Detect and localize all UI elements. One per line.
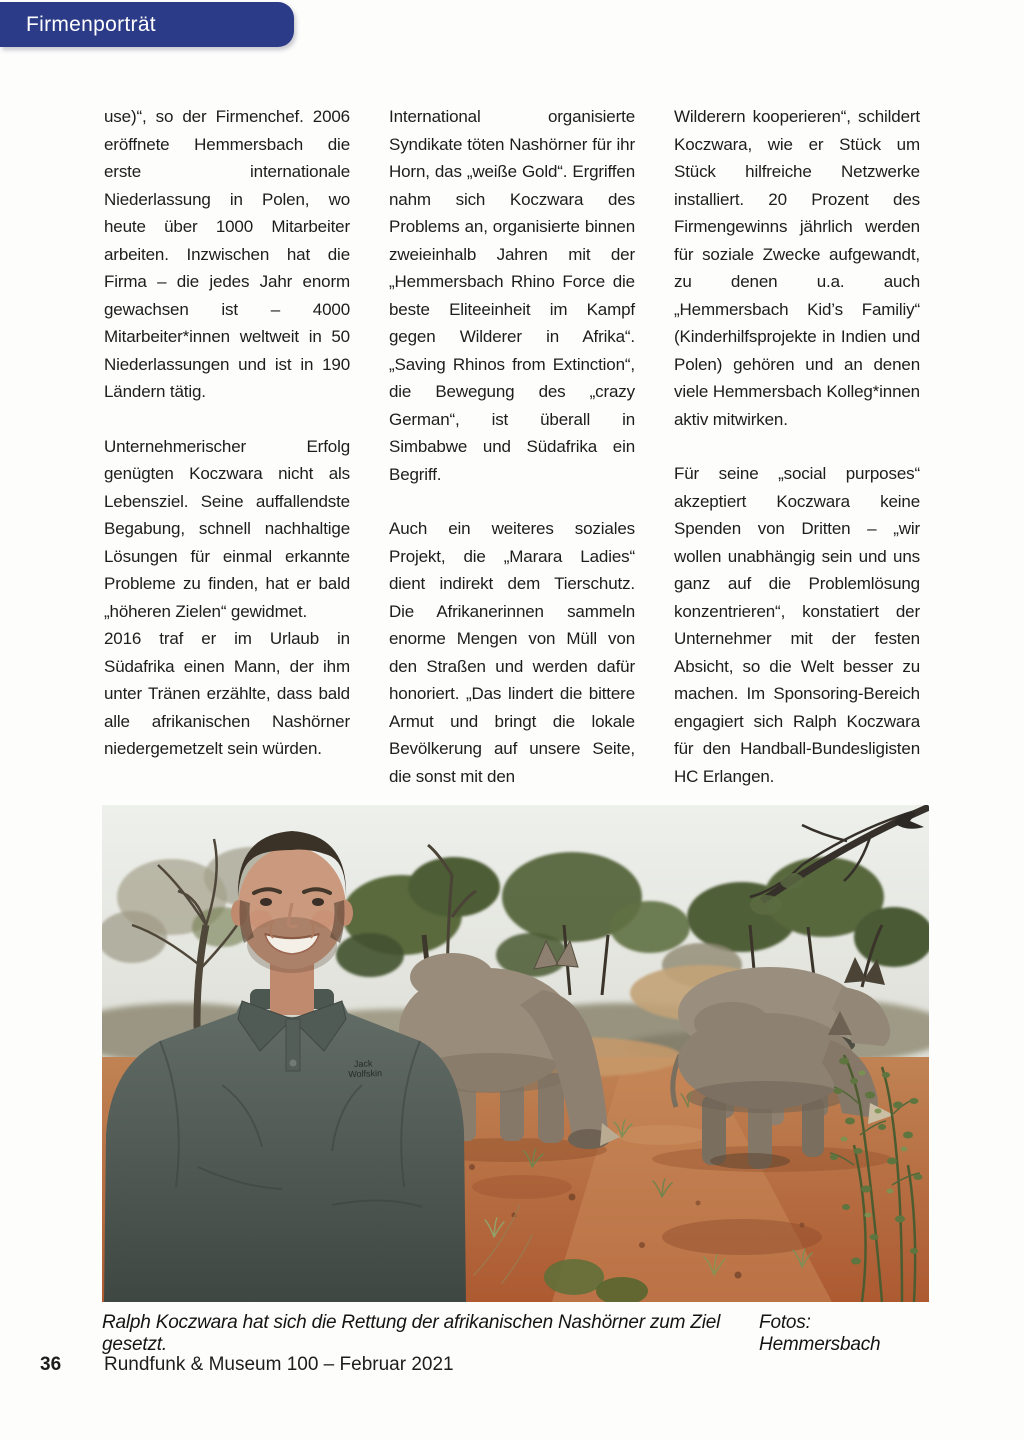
article-column-2 <box>389 103 635 803</box>
photo-caption-row <box>102 1312 929 1356</box>
article-body <box>104 103 920 803</box>
paragraph: Unternehmerischer Erfolg genügten Koczwara nicht als Lebensziel. Seine auffallendste Begabung, schnell nachhaltige Lösungen für einmal erkannte Probleme zu finden, hat er bald „höheren Zielen“ gewidmet. <box>104 436 350 621</box>
article-column-3 <box>674 103 920 803</box>
footer-issue: Rundfunk & Museum 100 – Februar 2021 <box>104 1354 454 1375</box>
paragraph: 2016 traf er im Urlaub in Südafrika einen Mann, der ihm unter Tränen erzählte, dass bald alle afrikanischen Nashörner niedergemetzelt sein würden. <box>104 629 350 758</box>
section-tab <box>0 2 294 47</box>
article-photo <box>102 805 929 1302</box>
shirt-logo: Jack Wolfskin <box>348 1058 383 1080</box>
paragraph: Für seine „social purposes“ akzeptiert Koczwara keine Spenden von Dritten – „wir wollen unabhängig sein und uns ganz auf die Problemlösung konzentrieren“, konstatiert der Unternehmer mit der festen Absicht, so die Welt besser zu machen. Im Sponsoring-Bereich engagiert sich Ralph Koczwara für den Handball-Bundesligisten HC Erlangen. <box>674 464 920 786</box>
photo-credit: Fotos: Hemmersbach <box>759 1312 881 1355</box>
section-tab-label: Firmenporträt <box>26 13 156 36</box>
photo-caption: Ralph Koczwara hat sich die Rettung der afrikanischen Nashörner zum Ziel gesetzt. <box>102 1312 721 1355</box>
paragraph: Wilderern kooperieren“, schildert Koczwara, wie er Stück um Stück hilfreiche Netzwerke installiert. 20 Prozent des Firmengewinns jährlich werden für soziale Zwecke aufgewandt, zu denen u.a. auch „Hemmersbach Kid’s Familiy“ (Kinderhilfsprojekte in Indien und Polen) gehören und an denen viele Hemmersbach Kolleg*innen aktiv mitwirken. <box>674 107 920 429</box>
paragraph: International organisierte Syndikate töten Nashörner für ihr Horn, das „weiße Gold“. Ergriffen nahm sich Koczwara des Problems an, organisierte binnen zweieinhalb Jahren mit der „Hemmersbach Rhino Force die beste Eliteeinheit im Kampf gegen Wilderer in Afrika“. „Saving Rhinos from Extinction“, die Bewegung des „crazy German“, ist überall in Simbabwe und Südafrika ein Begriff. <box>389 107 635 484</box>
paragraph: use)“, so der Firmenchef. 2006 eröffnete Hemmersbach die erste internationale Niederlassung in Polen, wo heute über 1000 Mitarbeiter arbeiten. Inzwischen hat die Firma – die jedes Jahr enorm gewachsen ist – 4000 Mitarbeiter*innen weltweit in 50 Niederlassungen und ist in 190 Ländern tätig. <box>104 107 350 401</box>
article-column-1 <box>104 103 350 803</box>
page-number: 36 <box>40 1354 62 1375</box>
paragraph: Auch ein weiteres soziales Projekt, die „Marara Ladies“ dient indirekt dem Tierschutz. Die Afrikanerinnen sammeln enorme Mengen von Müll von den Straßen und werden dafür honoriert. „Das lindert die bittere Armut und bringt die lokale Bevölkerung auf unsere Seite, die sonst mit den <box>389 519 635 786</box>
